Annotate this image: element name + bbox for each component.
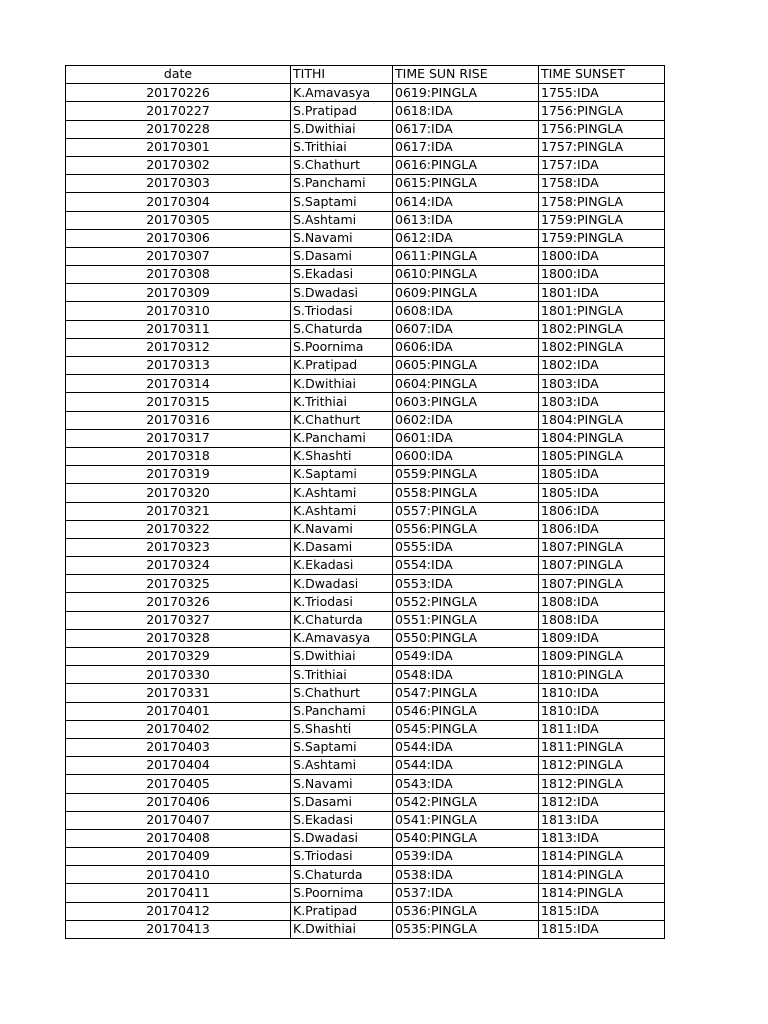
table-row [66,447,665,465]
cell-tithi: K.Dwithiai [291,375,393,393]
cell-tithi: S.Triodasi [291,848,393,866]
cell-date: 20170315 [66,393,291,411]
cell-sunset: 1804:PINGLA [539,429,665,447]
cell-date: 20170329 [66,648,291,666]
cell-sunrise: 0554:IDA [393,557,539,575]
table-row [66,884,665,902]
table-row [66,902,665,920]
cell-tithi: S.Dwithiai [291,120,393,138]
cell-sunrise: 0538:IDA [393,866,539,884]
cell-sunset: 1757:IDA [539,156,665,174]
cell-sunset: 1801:PINGLA [539,302,665,320]
cell-sunset: 1756:PINGLA [539,120,665,138]
cell-sunset: 1808:IDA [539,611,665,629]
cell-sunset: 1802:IDA [539,357,665,375]
cell-sunrise: 0551:PINGLA [393,611,539,629]
table-row [66,738,665,756]
cell-date: 20170401 [66,702,291,720]
cell-date: 20170305 [66,211,291,229]
cell-sunset: 1809:PINGLA [539,648,665,666]
header-sunrise: TIME SUN RISE [393,66,539,84]
table-row [66,302,665,320]
cell-sunrise: 0553:IDA [393,575,539,593]
cell-sunrise: 0617:IDA [393,138,539,156]
table-body [66,84,665,939]
table-row [66,338,665,356]
cell-sunset: 1812:PINGLA [539,775,665,793]
cell-sunrise: 0615:PINGLA [393,175,539,193]
cell-tithi: K.Pratipad [291,902,393,920]
cell-sunset: 1812:PINGLA [539,757,665,775]
cell-date: 20170326 [66,593,291,611]
cell-tithi: S.Panchami [291,175,393,193]
cell-sunset: 1809:IDA [539,629,665,647]
table-row [66,156,665,174]
cell-tithi: K.Chaturda [291,611,393,629]
table-row [66,211,665,229]
cell-sunrise: 0611:PINGLA [393,247,539,265]
cell-date: 20170317 [66,429,291,447]
cell-sunset: 1807:PINGLA [539,557,665,575]
cell-sunset: 1758:IDA [539,175,665,193]
cell-date: 20170228 [66,120,291,138]
table-row [66,502,665,520]
table-row [66,811,665,829]
cell-tithi: S.Saptami [291,193,393,211]
cell-date: 20170403 [66,738,291,756]
cell-date: 20170302 [66,156,291,174]
cell-date: 20170405 [66,775,291,793]
cell-date: 20170328 [66,629,291,647]
cell-sunrise: 0600:IDA [393,447,539,465]
table-row [66,848,665,866]
cell-sunset: 1812:IDA [539,793,665,811]
table-row [66,920,665,938]
cell-date: 20170308 [66,266,291,284]
cell-date: 20170301 [66,138,291,156]
table-row [66,593,665,611]
header-tithi: TITHI [291,66,393,84]
cell-sunrise: 0604:PINGLA [393,375,539,393]
cell-sunrise: 0546:PINGLA [393,702,539,720]
cell-tithi: K.Dwithiai [291,920,393,938]
cell-sunrise: 0552:PINGLA [393,593,539,611]
cell-date: 20170311 [66,320,291,338]
cell-sunrise: 0547:PINGLA [393,684,539,702]
cell-tithi: S.Dwadasi [291,284,393,302]
cell-sunrise: 0613:IDA [393,211,539,229]
cell-tithi: S.Chathurt [291,156,393,174]
table-row [66,720,665,738]
cell-sunrise: 0556:PINGLA [393,520,539,538]
cell-sunrise: 0610:PINGLA [393,266,539,284]
cell-sunset: 1756:PINGLA [539,102,665,120]
cell-date: 20170331 [66,684,291,702]
cell-sunrise: 0602:IDA [393,411,539,429]
cell-tithi: K.Trithiai [291,393,393,411]
cell-sunrise: 0541:PINGLA [393,811,539,829]
cell-tithi: S.Chaturda [291,866,393,884]
cell-sunset: 1803:IDA [539,393,665,411]
cell-date: 20170314 [66,375,291,393]
cell-tithi: S.Navami [291,229,393,247]
cell-sunrise: 0559:PINGLA [393,466,539,484]
cell-sunset: 1813:IDA [539,829,665,847]
cell-sunset: 1811:IDA [539,720,665,738]
cell-sunrise: 0544:IDA [393,757,539,775]
cell-sunset: 1807:PINGLA [539,575,665,593]
table-row [66,229,665,247]
cell-tithi: S.Triodasi [291,302,393,320]
table-row [66,611,665,629]
cell-date: 20170226 [66,84,291,102]
cell-tithi: K.Chathurt [291,411,393,429]
cell-date: 20170306 [66,229,291,247]
cell-date: 20170307 [66,247,291,265]
cell-date: 20170411 [66,884,291,902]
cell-sunset: 1814:PINGLA [539,848,665,866]
cell-sunrise: 0544:IDA [393,738,539,756]
table-row [66,393,665,411]
table-row [66,320,665,338]
table-row [66,357,665,375]
cell-sunrise: 0539:IDA [393,848,539,866]
cell-sunset: 1755:IDA [539,84,665,102]
cell-sunset: 1805:IDA [539,484,665,502]
table-row [66,284,665,302]
cell-date: 20170312 [66,338,291,356]
cell-date: 20170322 [66,520,291,538]
cell-date: 20170402 [66,720,291,738]
cell-tithi: K.Ashtami [291,484,393,502]
cell-tithi: S.Saptami [291,738,393,756]
cell-sunrise: 0606:IDA [393,338,539,356]
cell-sunrise: 0540:PINGLA [393,829,539,847]
cell-sunset: 1805:PINGLA [539,447,665,465]
cell-tithi: S.Dasami [291,793,393,811]
cell-sunset: 1806:IDA [539,502,665,520]
table-row [66,247,665,265]
cell-date: 20170316 [66,411,291,429]
cell-tithi: K.Shashti [291,447,393,465]
table-row [66,629,665,647]
cell-sunrise: 0543:IDA [393,775,539,793]
cell-tithi: S.Dasami [291,247,393,265]
cell-tithi: S.Poornima [291,884,393,902]
cell-tithi: K.Amavasya [291,84,393,102]
table-row [66,793,665,811]
table-row [66,666,665,684]
cell-sunset: 1758:PINGLA [539,193,665,211]
cell-sunset: 1811:PINGLA [539,738,665,756]
cell-date: 20170303 [66,175,291,193]
cell-sunrise: 0535:PINGLA [393,920,539,938]
cell-date: 20170321 [66,502,291,520]
cell-tithi: S.Ekadasi [291,811,393,829]
cell-sunrise: 0609:PINGLA [393,284,539,302]
cell-date: 20170319 [66,466,291,484]
cell-sunset: 1813:IDA [539,811,665,829]
cell-tithi: S.Dwithiai [291,648,393,666]
cell-date: 20170413 [66,920,291,938]
table-row [66,138,665,156]
cell-sunrise: 0605:PINGLA [393,357,539,375]
cell-sunrise: 0619:PINGLA [393,84,539,102]
table-row [66,266,665,284]
cell-sunset: 1808:IDA [539,593,665,611]
cell-sunset: 1815:IDA [539,902,665,920]
cell-sunset: 1810:PINGLA [539,666,665,684]
cell-sunrise: 0617:IDA [393,120,539,138]
cell-sunset: 1759:PINGLA [539,211,665,229]
header-sunset: TIME SUNSET [539,66,665,84]
cell-sunrise: 0557:PINGLA [393,502,539,520]
cell-sunrise: 0549:IDA [393,648,539,666]
cell-sunrise: 0601:IDA [393,429,539,447]
table-row [66,84,665,102]
cell-sunset: 1807:PINGLA [539,538,665,556]
cell-sunrise: 0537:IDA [393,884,539,902]
cell-date: 20170320 [66,484,291,502]
cell-tithi: S.Trithiai [291,138,393,156]
cell-sunrise: 0542:PINGLA [393,793,539,811]
table-row [66,775,665,793]
cell-sunrise: 0603:PINGLA [393,393,539,411]
cell-tithi: S.Chathurt [291,684,393,702]
table-row [66,684,665,702]
header-row [66,66,665,84]
cell-date: 20170410 [66,866,291,884]
cell-sunset: 1810:IDA [539,684,665,702]
table-row [66,429,665,447]
cell-tithi: K.Pratipad [291,357,393,375]
cell-tithi: S.Ekadasi [291,266,393,284]
cell-date: 20170310 [66,302,291,320]
cell-sunset: 1815:IDA [539,920,665,938]
table-row [66,193,665,211]
cell-sunset: 1802:PINGLA [539,338,665,356]
cell-sunset: 1806:IDA [539,520,665,538]
cell-sunrise: 0614:IDA [393,193,539,211]
cell-sunrise: 0607:IDA [393,320,539,338]
cell-tithi: S.Navami [291,775,393,793]
table-row [66,484,665,502]
table-row [66,520,665,538]
cell-date: 20170318 [66,447,291,465]
cell-sunrise: 0558:PINGLA [393,484,539,502]
cell-sunrise: 0612:IDA [393,229,539,247]
table-row [66,866,665,884]
cell-date: 20170409 [66,848,291,866]
table-row [66,757,665,775]
cell-tithi: K.Saptami [291,466,393,484]
table-row [66,120,665,138]
cell-date: 20170309 [66,284,291,302]
cell-date: 20170323 [66,538,291,556]
cell-date: 20170304 [66,193,291,211]
cell-sunset: 1800:IDA [539,247,665,265]
header-date: date [66,66,291,84]
cell-tithi: K.Triodasi [291,593,393,611]
cell-sunset: 1801:IDA [539,284,665,302]
tithi-sun-table [65,65,665,939]
cell-date: 20170324 [66,557,291,575]
cell-tithi: K.Ekadasi [291,557,393,575]
cell-tithi: S.Chaturda [291,320,393,338]
table-row [66,702,665,720]
cell-sunset: 1810:IDA [539,702,665,720]
cell-date: 20170330 [66,666,291,684]
cell-sunrise: 0616:PINGLA [393,156,539,174]
cell-sunset: 1803:IDA [539,375,665,393]
cell-tithi: S.Ashtami [291,211,393,229]
cell-date: 20170406 [66,793,291,811]
cell-sunset: 1757:PINGLA [539,138,665,156]
table-row [66,175,665,193]
cell-sunrise: 0536:PINGLA [393,902,539,920]
cell-date: 20170404 [66,757,291,775]
table-row [66,411,665,429]
cell-sunset: 1814:PINGLA [539,884,665,902]
cell-sunset: 1802:PINGLA [539,320,665,338]
cell-sunrise: 0608:IDA [393,302,539,320]
cell-date: 20170327 [66,611,291,629]
cell-sunset: 1759:PINGLA [539,229,665,247]
cell-sunset: 1800:IDA [539,266,665,284]
cell-sunrise: 0548:IDA [393,666,539,684]
cell-date: 20170325 [66,575,291,593]
table-row [66,538,665,556]
table-row [66,102,665,120]
cell-date: 20170227 [66,102,291,120]
cell-tithi: S.Shashti [291,720,393,738]
cell-tithi: S.Poornima [291,338,393,356]
cell-date: 20170412 [66,902,291,920]
cell-sunrise: 0550:PINGLA [393,629,539,647]
cell-date: 20170408 [66,829,291,847]
cell-sunrise: 0618:IDA [393,102,539,120]
table-row [66,375,665,393]
cell-date: 20170313 [66,357,291,375]
cell-sunset: 1805:IDA [539,466,665,484]
cell-tithi: K.Amavasya [291,629,393,647]
cell-tithi: K.Ashtami [291,502,393,520]
cell-sunrise: 0545:PINGLA [393,720,539,738]
cell-tithi: S.Panchami [291,702,393,720]
cell-date: 20170407 [66,811,291,829]
cell-sunset: 1814:PINGLA [539,866,665,884]
table-row [66,466,665,484]
table-row [66,648,665,666]
cell-tithi: K.Dasami [291,538,393,556]
table-row [66,557,665,575]
cell-tithi: K.Dwadasi [291,575,393,593]
table-row [66,829,665,847]
cell-tithi: S.Dwadasi [291,829,393,847]
table-row [66,575,665,593]
cell-tithi: K.Navami [291,520,393,538]
cell-sunrise: 0555:IDA [393,538,539,556]
cell-tithi: K.Panchami [291,429,393,447]
cell-tithi: S.Trithiai [291,666,393,684]
cell-tithi: S.Pratipad [291,102,393,120]
cell-sunset: 1804:PINGLA [539,411,665,429]
cell-tithi: S.Ashtami [291,757,393,775]
